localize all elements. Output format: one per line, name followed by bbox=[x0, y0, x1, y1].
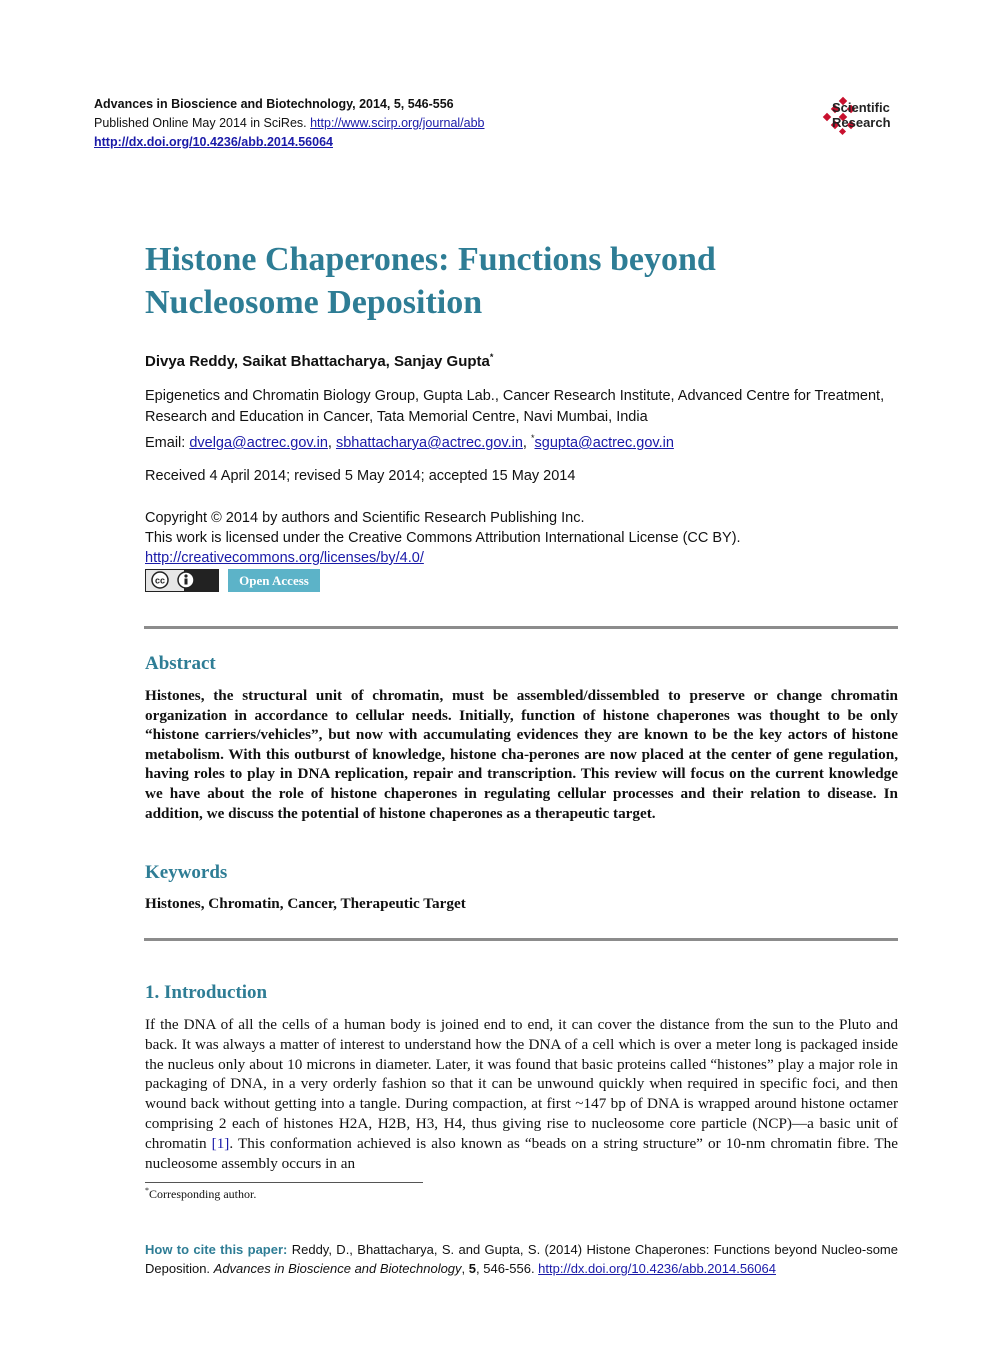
cc-by-icon bbox=[146, 570, 218, 591]
keywords-text: Histones, Chromatin, Cancer, Therapeutic Target bbox=[145, 895, 466, 912]
logo-line1: Scientific bbox=[832, 100, 890, 115]
published-prefix: Published Online May 2014 in SciRes. bbox=[94, 116, 307, 130]
authors bbox=[145, 352, 493, 370]
citation-journal: Advances in Bioscience and Biotechnology bbox=[213, 1261, 462, 1276]
intro-text-part1: If the DNA of all the cells of a human body is joined end to end, it can cover the distance from the sun to the Pluto and back. It was always a matter of interest to understand how the DNA of a cell which is over a meter long is packaged inside the nucleus only about 10 microns in diameter. Later, it was found that basic proteins called “histones” play a major role in packaging of DNA, in a very orderly fashion so that it can be unwound quickly when required in specific foci, and then wound back without getting into a tangle. During compaction, at first ~147 bp of DNA is wrapped around histone octamer comprising 2 each of histones H2A, H2B, H3, H4, thus giving rise to nucleosome core particle (NCP)—a basic unit of chromatin bbox=[145, 1016, 898, 1152]
citation-doi-link[interactable]: http://dx.doi.org/10.4236/abb.2014.56064 bbox=[538, 1261, 776, 1276]
reference-link-1[interactable]: [1] bbox=[211, 1134, 230, 1152]
license-line: This work is licensed under the Creative Commons Attribution International License (CC BY). bbox=[145, 530, 741, 546]
journal-url-link[interactable]: http://www.scirp.org/journal/abb bbox=[310, 116, 485, 130]
keywords-heading: Keywords bbox=[145, 862, 228, 883]
section-divider-bottom bbox=[144, 938, 898, 941]
footnote-divider bbox=[145, 1182, 423, 1183]
email3-mark: * bbox=[530, 433, 535, 443]
logo-text bbox=[832, 100, 891, 130]
journal-citation-line: Advances in Bioscience and Biotechnology, 2014, 5, 546-556 bbox=[94, 97, 454, 111]
citation-sep: , bbox=[461, 1261, 469, 1276]
logo-line2: Research bbox=[832, 115, 891, 130]
citation-label: How to cite this paper: bbox=[145, 1242, 288, 1257]
citation-pages: , 546-556. bbox=[476, 1261, 539, 1276]
introduction-heading: 1. Introduction bbox=[145, 982, 268, 1003]
journal-header bbox=[94, 95, 485, 152]
section-divider-top bbox=[144, 626, 898, 629]
affiliation-block bbox=[145, 386, 885, 454]
footnote-mark: * bbox=[145, 1186, 149, 1195]
email-label: Email: bbox=[145, 434, 186, 451]
author-names: Divya Reddy, Saikat Bhattacharya, Sanjay Gupta bbox=[145, 353, 490, 370]
abstract-text: Histones, the structural unit of chromatin, must be assembled/dissembled to preserve or change chromatin organization in accordance to cellular needs. Initially, function of histone chaperones was thought to be only “histone carriers/vehicles”, but now with accumulating evidences they are known to be the key actors of histone metabolism. With this outburst of knowledge, histone cha-perones are now placed at the center of gene regulation, having roles to play in DNA replication, repair and transcription. This review will focus on the current knowledge we have about the role of histone chaperones in regulating cellular processes and their relation to disease. In addition, we discuss the potential of histone chaperones as a therapeutic target. bbox=[145, 687, 898, 822]
published-online-line bbox=[94, 114, 485, 133]
article-title bbox=[145, 238, 865, 324]
open-access-badge[interactable]: Open Access bbox=[228, 569, 320, 592]
title-line1: Histone Chaperones: Functions beyond bbox=[145, 241, 716, 278]
footnote bbox=[145, 1186, 256, 1202]
author-mark: * bbox=[489, 352, 494, 362]
received-dates: Received 4 April 2014; revised 5 May 2014; accepted 15 May 2014 bbox=[145, 468, 576, 484]
citation-text: Reddy, D., Bhattacharya, S. and Gupta, S. (2014) Histone Chaperones: Functions beyond Nucleo-some Deposition. bbox=[145, 1242, 898, 1276]
citation-block bbox=[145, 1240, 898, 1278]
title-line2: Nucleosome Deposition bbox=[145, 284, 483, 321]
copyright-line: Copyright © 2014 by authors and Scientific Research Publishing Inc. bbox=[145, 510, 585, 526]
license-link[interactable]: http://creativecommons.org/licenses/by/4.0/ bbox=[145, 550, 424, 566]
affiliation: Epigenetics and Chromatin Biology Group, Gupta Lab., Cancer Research Institute, Advanced Centre for Treatment, Research and Education in Cancer, Tata Memorial Centre, Navi Mumbai, India bbox=[145, 388, 885, 425]
email-link-2[interactable]: sbhattacharya@actrec.gov.in bbox=[335, 434, 523, 451]
email-line: Email: dvelga@actrec.gov.in, sbhattacharya@actrec.gov.in, *sgupta@actrec.gov.in bbox=[145, 433, 674, 451]
email-link-1[interactable]: dvelga@actrec.gov.in bbox=[189, 434, 328, 451]
introduction-text bbox=[145, 1015, 898, 1173]
cc-by-badge[interactable] bbox=[145, 569, 219, 592]
footnote-text: Corresponding author. bbox=[149, 1187, 257, 1201]
citation-volume: 5 bbox=[468, 1261, 477, 1276]
abstract-heading: Abstract bbox=[145, 653, 216, 674]
doi-link[interactable]: http://dx.doi.org/10.4236/abb.2014.56064 bbox=[94, 135, 333, 149]
intro-text-part2: . This conformation achieved is also known as “beads on a string structure” or 10-nm chromatin fibre. The nucleosome assembly occurs in an bbox=[145, 1134, 898, 1172]
email-link-3[interactable]: sgupta@actrec.gov.in bbox=[534, 434, 674, 451]
svg-text:cc: cc bbox=[154, 575, 166, 586]
copyright-block bbox=[145, 508, 885, 568]
doi-line bbox=[94, 133, 485, 152]
